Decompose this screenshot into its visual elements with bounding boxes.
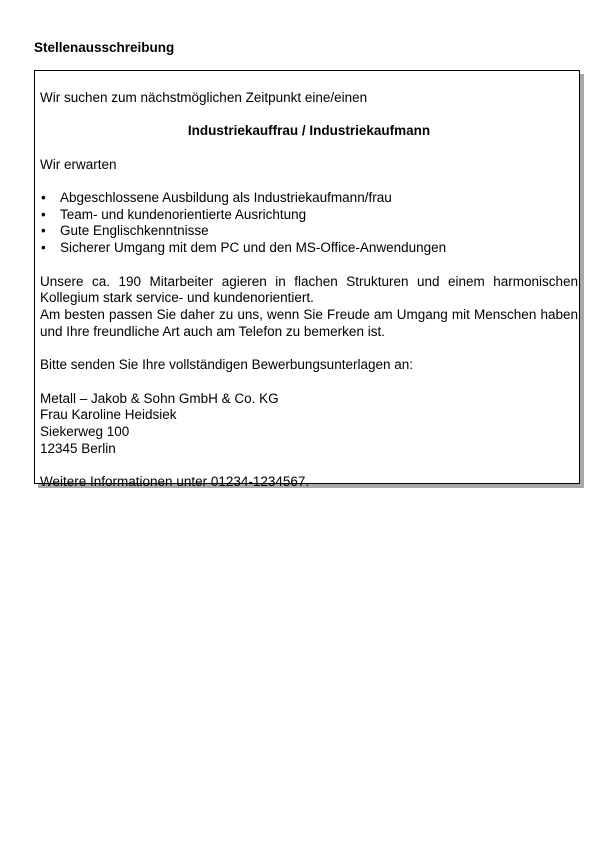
list-item xyxy=(40,190,578,207)
bullet-icon: • xyxy=(41,223,46,239)
requirements-list xyxy=(40,190,578,257)
address-contact: Frau Karoline Heidsiek xyxy=(40,407,177,423)
apply-prompt: Bitte senden Sie Ihre vollständigen Bewerbungsunterlagen an: xyxy=(40,357,414,373)
intro-text: Wir suchen zum nächstmöglichen Zeitpunkt eine/einen xyxy=(40,90,368,105)
job-title: Industriekauffrau / Industriekaufmann xyxy=(187,123,431,139)
list-item xyxy=(40,223,578,240)
job-ad-content xyxy=(40,90,578,491)
requirement-text: Team- und kundenorientierte Ausrichtung xyxy=(60,206,307,222)
list-item xyxy=(40,240,578,257)
requirement-text: Sicherer Umgang mit dem PC und den MS-Office-Anwendungen xyxy=(60,240,447,256)
team-paragraph: Unsere ca. 190 Mitarbeiter agieren in flachen Strukturen und einem harmonischen Kollegium stark service- und kundenorientiert. xyxy=(40,273,578,306)
job-ad-box xyxy=(34,70,580,490)
address-company: Metall – Jakob & Sohn GmbH & Co. KG xyxy=(40,390,279,406)
requirement-text: Abgeschlossene Ausbildung als Industriekaufmann/frau xyxy=(60,189,392,205)
address-city: 12345 Berlin xyxy=(40,440,116,456)
more-info: Weitere Informationen unter 01234-1234567. xyxy=(40,474,310,490)
list-item xyxy=(40,207,578,224)
expectations-label: Wir erwarten xyxy=(40,156,117,172)
page-title: Stellenausschreibung xyxy=(34,40,175,55)
fit-paragraph: Am besten passen Sie daher zu uns, wenn Sie Freude am Umgang mit Menschen haben und Ihre freundliche Art auch am Telefon zu bemerken ist. xyxy=(40,307,578,339)
bullet-icon: • xyxy=(41,189,46,205)
requirement-text: Gute Englischkenntnisse xyxy=(60,223,209,239)
address-street: Siekerweg 100 xyxy=(40,424,130,440)
bullet-icon: • xyxy=(41,240,46,256)
bullet-icon: • xyxy=(41,206,46,222)
